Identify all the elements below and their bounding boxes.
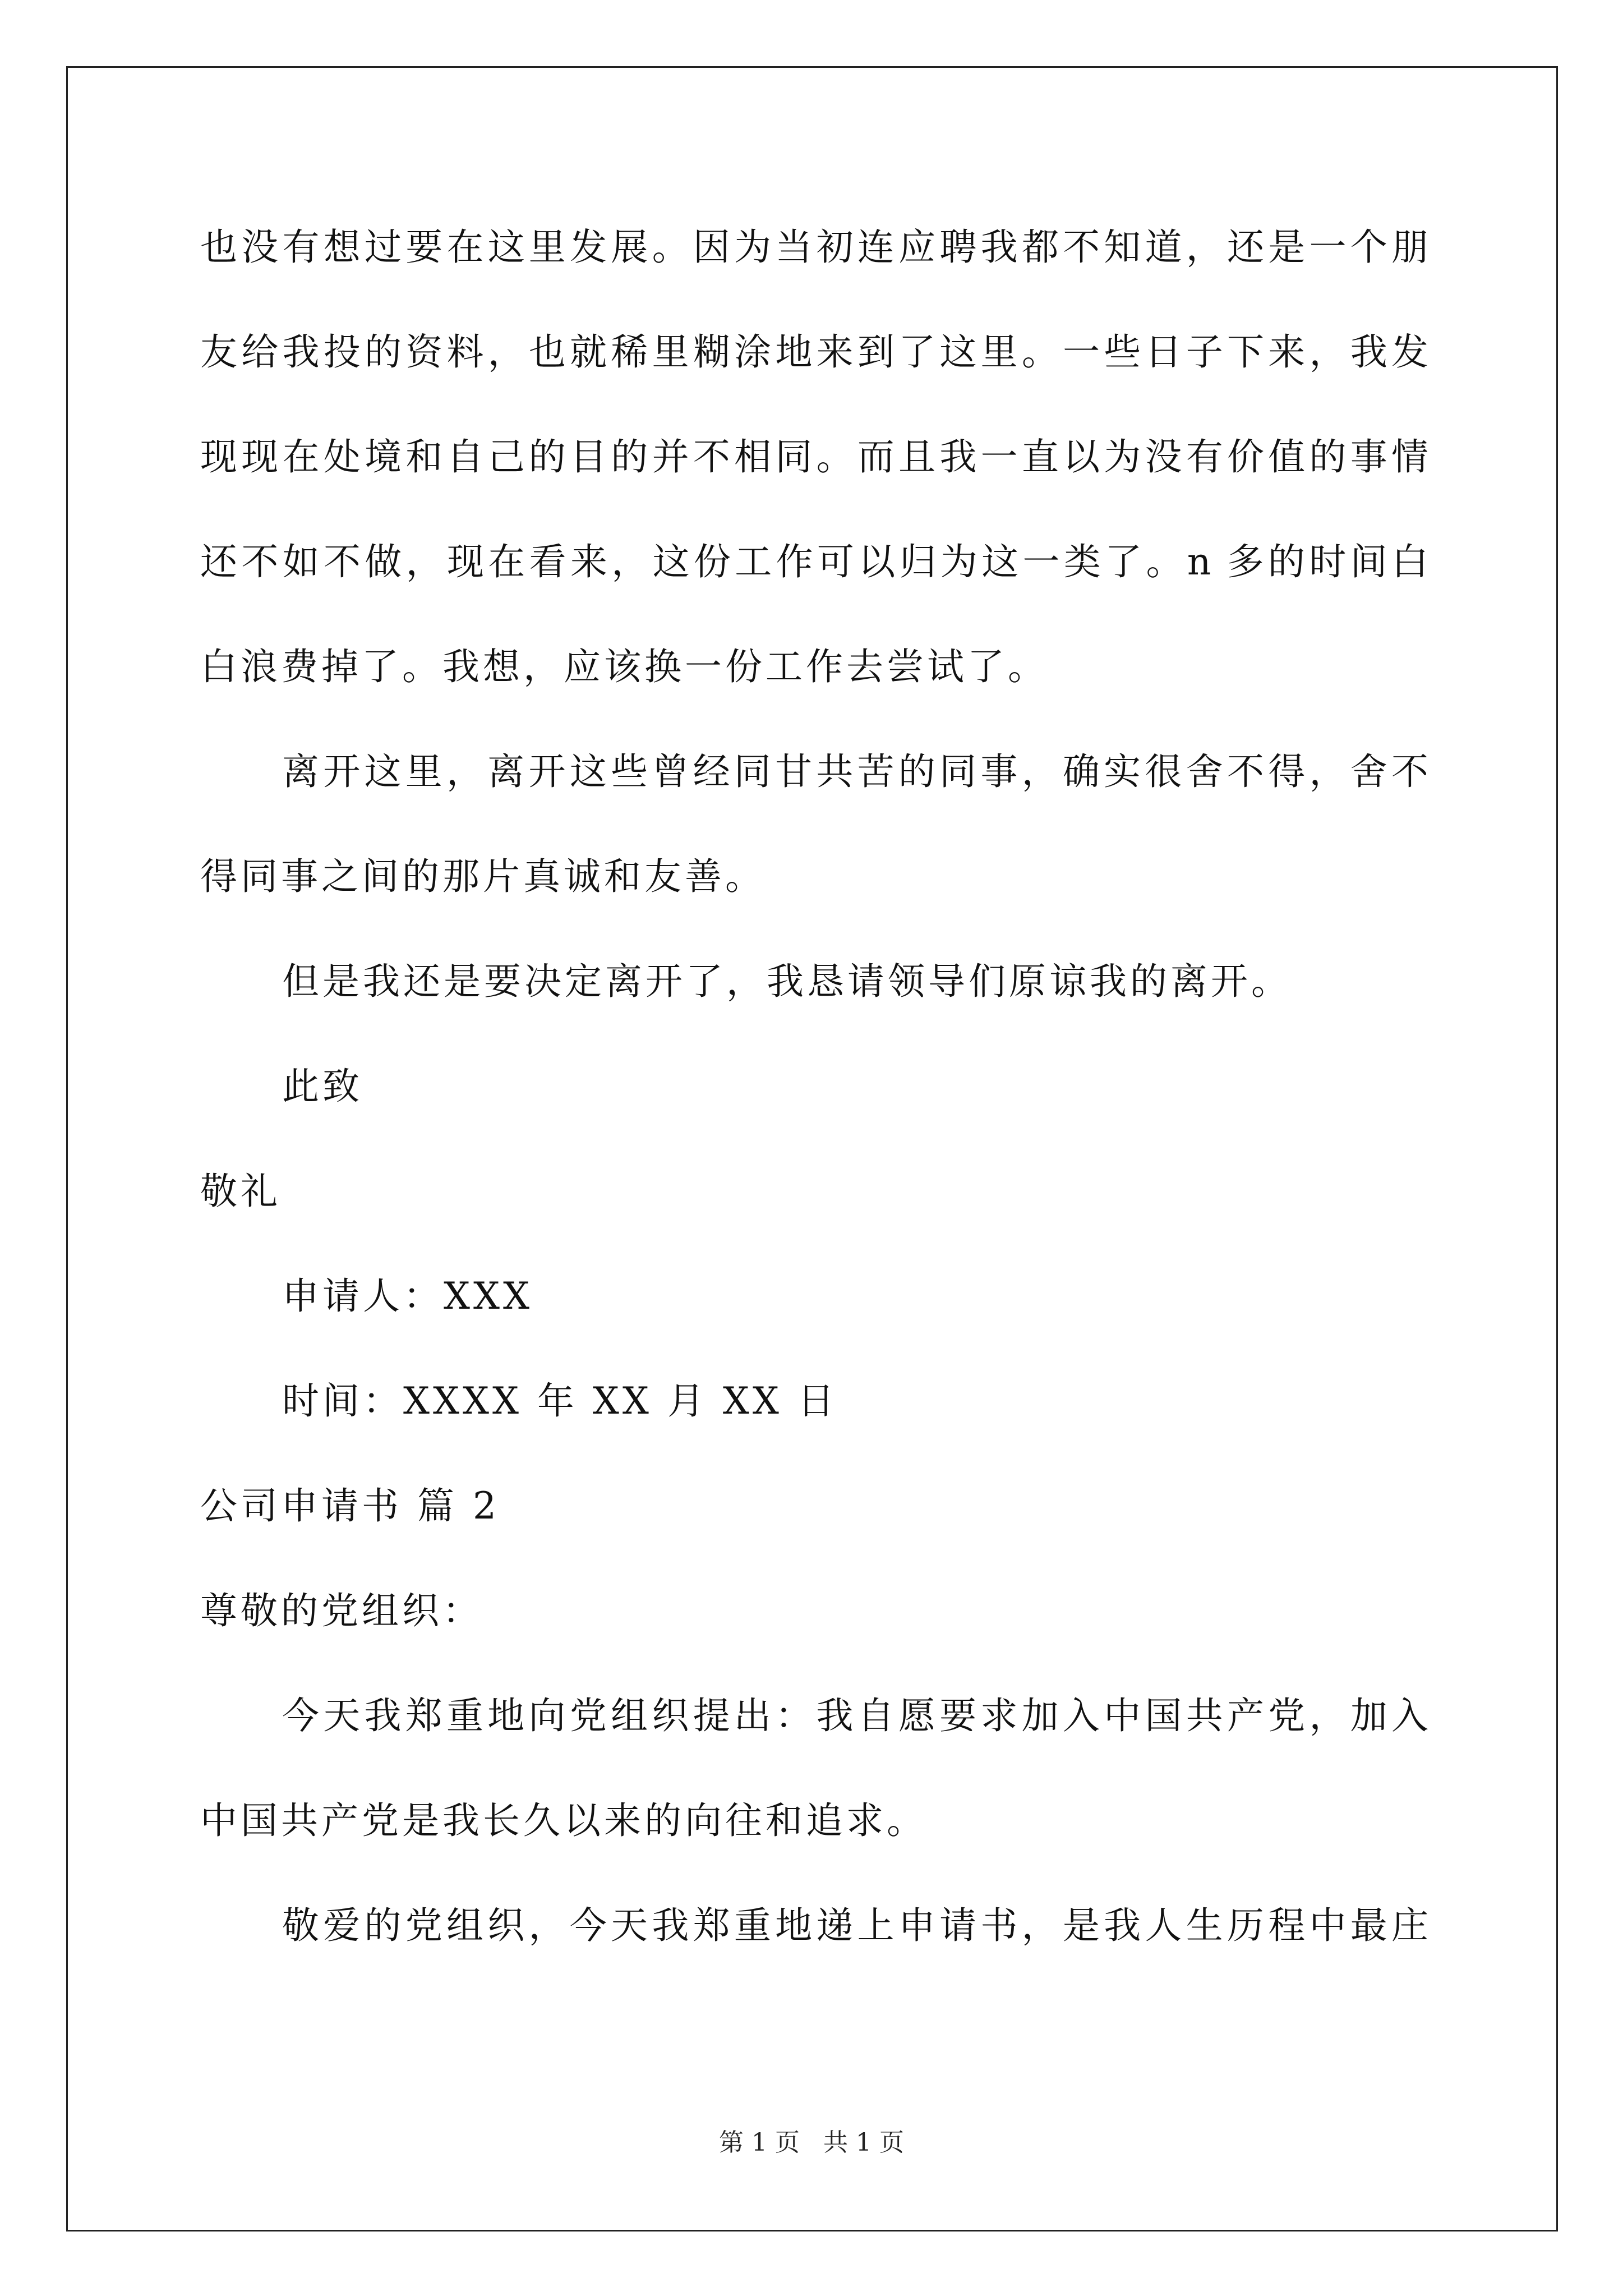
text-line-17: 敬爱的党组织，今天我郑重地递上申请书，是我人生历程中最庄 — [282, 1904, 1428, 1947]
text-line-8: 但是我还是要决定离开了，我恳请领导们原谅我的离开。 — [282, 960, 1292, 1003]
text-line-2: 友给我投的资料，也就稀里糊涂地来到了这里。一些日子下来，我发 — [200, 330, 1428, 374]
text-line-7: 得同事之间的那片真诚和友善。 — [200, 855, 766, 898]
text-line-4: 还不如不做，现在看来，这份工作可以归为这一类了。n 多的时间白 — [200, 540, 1428, 583]
greeting-line: 尊敬的党组织： — [200, 1589, 483, 1632]
closing-regards: 敬礼 — [200, 1170, 281, 1213]
section-heading: 公司申请书 篇 2 — [200, 1484, 500, 1527]
text-line-15: 今天我郑重地向党组织提出：我自愿要求加入中国共产党，加入 — [282, 1694, 1428, 1737]
page-footer: 第 1 页 共 1 页 — [719, 2128, 904, 2157]
text-line-6: 离开这里，离开这些曾经同甘共苦的同事，确实很舍不得，舍不 — [282, 750, 1428, 793]
closing-salutation: 此致 — [282, 1065, 363, 1108]
date-line: 时间：XXXX 年 XX 月 XX 日 — [282, 1379, 838, 1423]
text-line-1: 也没有想过要在这里发展。因为当初连应聘我都不知道，还是一个朋 — [200, 226, 1428, 269]
text-line-3: 现现在处境和自己的目的并不相同。而且我一直以为没有价值的事情 — [200, 435, 1428, 478]
text-line-16: 中国共产党是我长久以来的向往和追求。 — [200, 1799, 927, 1842]
text-line-5: 白浪费掉了。我想，应该换一份工作去尝试了。 — [200, 645, 1048, 688]
applicant-line: 申请人：XXX — [282, 1274, 533, 1318]
